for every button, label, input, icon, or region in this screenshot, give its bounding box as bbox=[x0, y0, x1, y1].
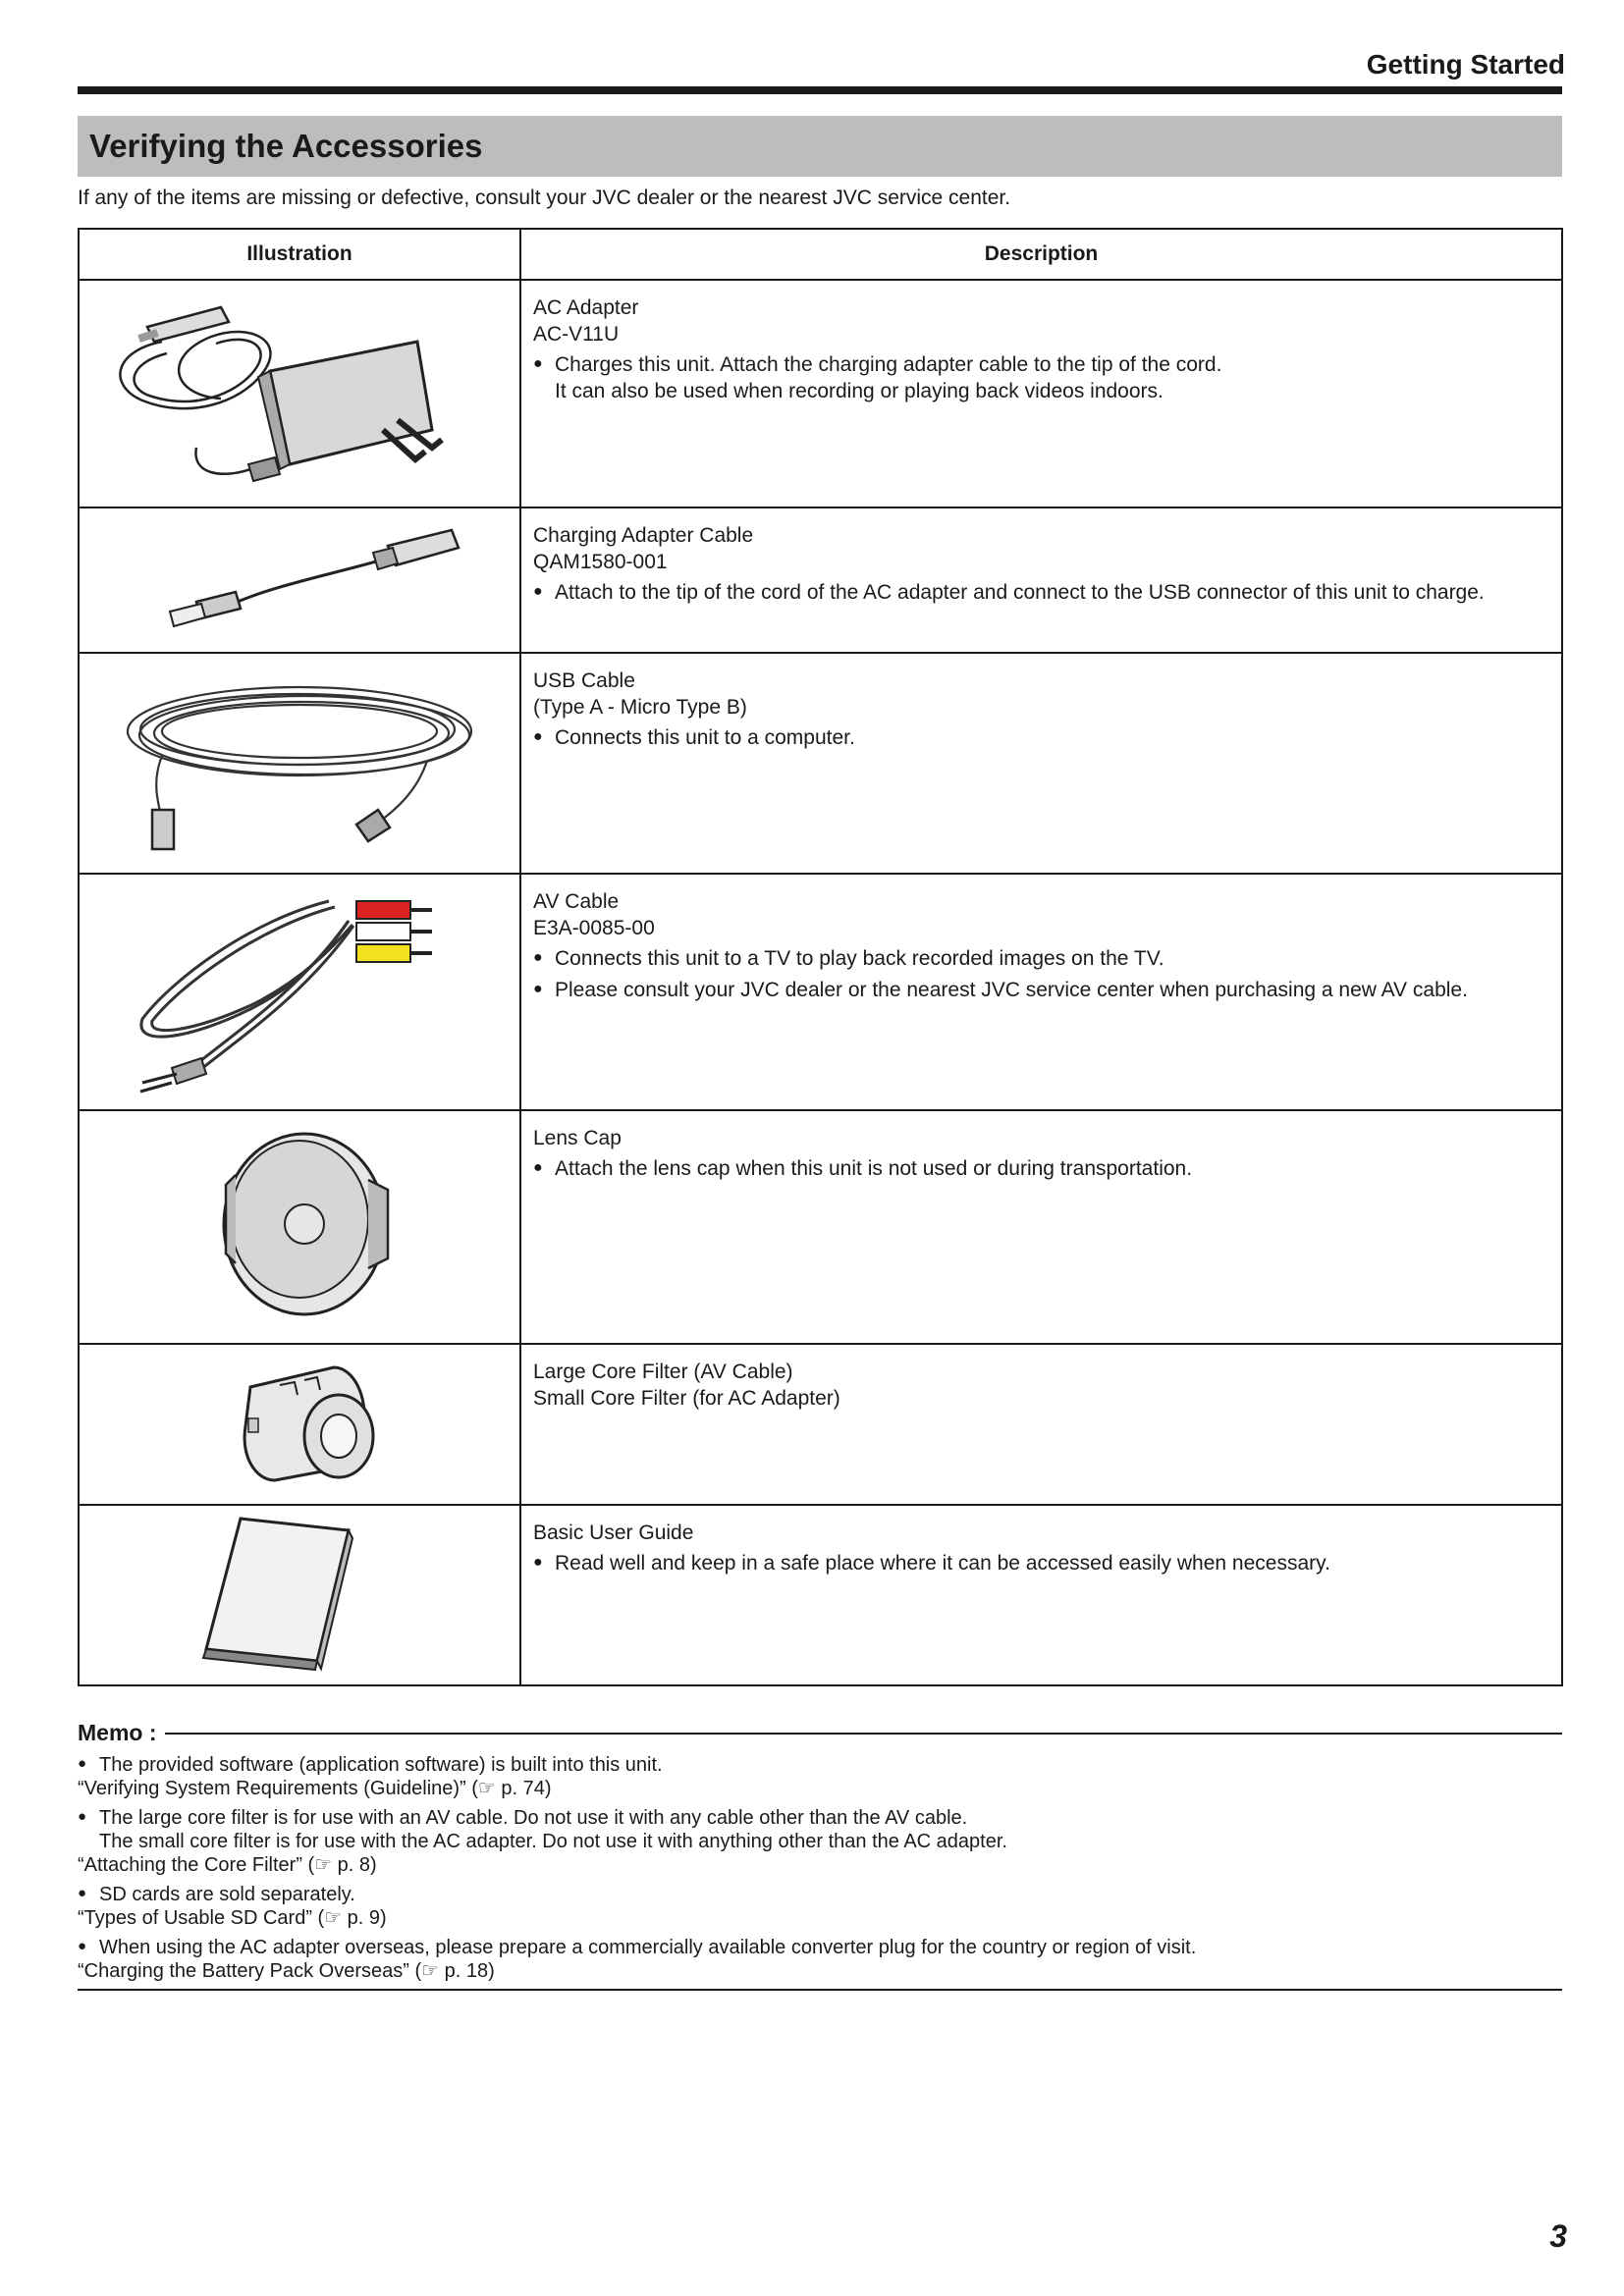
bullet-item: ● Please consult your JVC dealer or the nearest JVC service center when purchasing a new AV cable. bbox=[533, 977, 1549, 1003]
memo-item bbox=[78, 1753, 1562, 1800]
memo-item bbox=[78, 1806, 1562, 1877]
memo-title: Memo : bbox=[78, 1719, 157, 1745]
bullet-list bbox=[533, 1550, 1549, 1576]
item-name: Large Core Filter (AV Cable) bbox=[533, 1361, 793, 1383]
accessories-table bbox=[78, 228, 1563, 1686]
illustration-cell bbox=[79, 1110, 520, 1344]
description-cell bbox=[520, 1110, 1562, 1344]
illustration-cell bbox=[79, 874, 520, 1110]
table-row bbox=[79, 1110, 1562, 1344]
description-cell bbox=[520, 1344, 1562, 1505]
description-cell bbox=[520, 507, 1562, 653]
av-cable-icon bbox=[103, 1080, 496, 1102]
table-row bbox=[79, 1505, 1562, 1685]
illustration-cell bbox=[79, 280, 520, 507]
memo-rule bbox=[165, 1733, 1563, 1735]
table-row bbox=[79, 1344, 1562, 1505]
memo-reference-link[interactable]: “Verifying System Requirements (Guideline)” (☞ p. 74) bbox=[78, 1778, 552, 1799]
column-header-illustration: Illustration bbox=[79, 229, 520, 280]
memo-item bbox=[78, 1936, 1562, 1983]
item-detail: E3A-0085-00 bbox=[533, 917, 655, 939]
bullet-item: ● Attach the lens cap when this unit is not used or during transportation. bbox=[533, 1155, 1549, 1182]
memo-reference-link[interactable]: “Charging the Battery Pack Overseas” (☞ p. 18) bbox=[78, 1960, 495, 1982]
bullet-item: ● Connects this unit to a computer. bbox=[533, 724, 1549, 751]
illustration-cell bbox=[79, 653, 520, 874]
bullet-list bbox=[533, 724, 1549, 751]
illustration-cell bbox=[79, 507, 520, 653]
memo-bottom-rule bbox=[78, 1989, 1562, 1991]
illustration-cell bbox=[79, 1505, 520, 1685]
bullet-item: ● Read well and keep in a safe place where it can be accessed easily when necessary. bbox=[533, 1550, 1549, 1576]
memo-reference-link[interactable]: “Types of Usable SD Card” (☞ p. 9) bbox=[78, 1907, 387, 1929]
description-cell bbox=[520, 1505, 1562, 1685]
item-detail: (Type A - Micro Type B) bbox=[533, 696, 747, 719]
page-title: Verifying the Accessories bbox=[78, 116, 1562, 177]
item-detail: AC-V11U bbox=[533, 323, 620, 346]
section-label: Getting Started bbox=[1366, 49, 1565, 80]
item-name: AV Cable bbox=[533, 890, 620, 913]
description-cell bbox=[520, 653, 1562, 874]
lens-cap-icon bbox=[103, 1305, 496, 1327]
memo-reference-link[interactable]: “Attaching the Core Filter” (☞ p. 8) bbox=[78, 1854, 377, 1876]
bullet-item: ● Attach to the tip of the cord of the AC adapter and connect to the USB connector of this unit to charge. bbox=[533, 579, 1549, 606]
item-detail: QAM1580-001 bbox=[533, 551, 668, 573]
table-header-row bbox=[79, 229, 1562, 280]
item-name: Lens Cap bbox=[533, 1127, 622, 1149]
table-row bbox=[79, 507, 1562, 653]
table-row bbox=[79, 874, 1562, 1110]
item-name: Basic User Guide bbox=[533, 1522, 694, 1544]
item-name: USB Cable bbox=[533, 669, 635, 692]
charging-cable-icon bbox=[103, 618, 496, 641]
memo-note: ● The provided software (application software) is built into this unit. bbox=[78, 1753, 1562, 1777]
header-rule bbox=[78, 86, 1562, 94]
core-filter-icon bbox=[103, 1477, 496, 1500]
column-header-description: Description bbox=[520, 229, 1562, 280]
item-name: AC Adapter bbox=[533, 296, 639, 319]
bullet-list bbox=[533, 579, 1549, 606]
usb-cable-icon bbox=[103, 841, 496, 864]
description-cell bbox=[520, 280, 1562, 507]
table-row bbox=[79, 280, 1562, 507]
table-row bbox=[79, 653, 1562, 874]
memo-note: ● When using the AC adapter overseas, please prepare a commercially available converter plug for the country or region of visit. bbox=[78, 1936, 1562, 1959]
intro-text: If any of the items are missing or defective, consult your JVC dealer or the nearest JVC service center. bbox=[78, 187, 1011, 209]
item-name: Charging Adapter Cable bbox=[533, 524, 754, 547]
bullet-list bbox=[533, 945, 1549, 1003]
illustration-cell bbox=[79, 1344, 520, 1505]
memo-note: ● The large core filter is for use with an AV cable. Do not use it with any cable other than the AV cable. The small core filter is for use with the AC adapter. Do not use it with anything other than the AC adapter. bbox=[78, 1806, 1562, 1853]
item-detail: Small Core Filter (for AC Adapter) bbox=[533, 1387, 840, 1410]
ac-adapter-icon bbox=[103, 481, 496, 504]
memo-item bbox=[78, 1883, 1562, 1930]
memo-box bbox=[78, 1718, 1562, 1991]
memo-header bbox=[78, 1718, 1562, 1747]
memo-note: ● SD cards are sold separately. bbox=[78, 1883, 1562, 1906]
bullet-item: ● Charges this unit. Attach the charging adapter cable to the tip of the cord. It can also be used when recording or playing back videos indoors. bbox=[533, 351, 1549, 404]
description-cell bbox=[520, 874, 1562, 1110]
page-number: 3 bbox=[1549, 2218, 1567, 2254]
bullet-list bbox=[533, 351, 1549, 404]
bullet-list bbox=[533, 1155, 1549, 1182]
memo-list bbox=[78, 1753, 1562, 1983]
user-guide-icon bbox=[103, 1658, 496, 1681]
bullet-item: ● Connects this unit to a TV to play back recorded images on the TV. bbox=[533, 945, 1549, 972]
